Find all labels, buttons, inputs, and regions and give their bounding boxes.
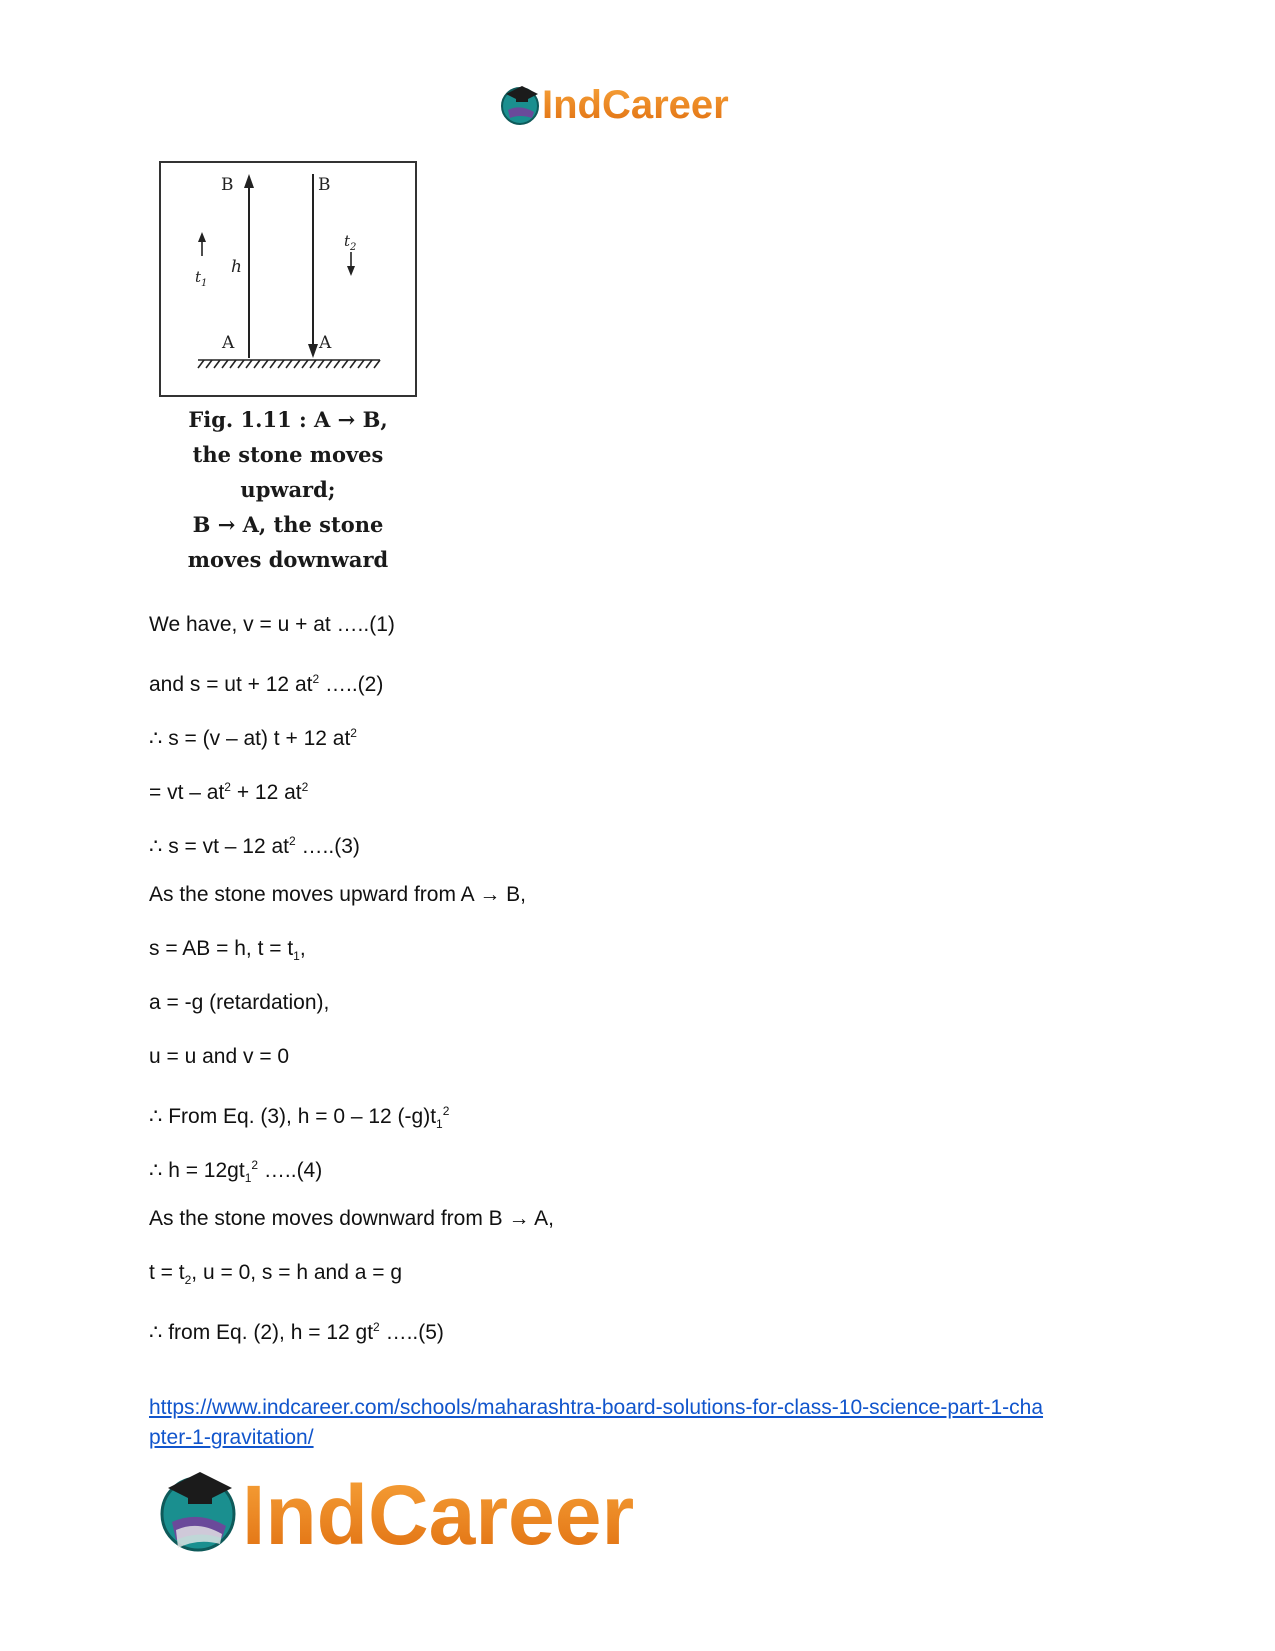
text-line-10: ∴ From Eq. (3), h = 0 – 12 $(-g)t_1^2$ bbox=[149, 1104, 450, 1132]
source-url-link[interactable] bbox=[149, 1393, 1149, 1453]
indcareer-logo-top bbox=[500, 76, 780, 132]
text-line-13: $t = t_2$, u = 0, s = h and a = g bbox=[149, 1261, 403, 1288]
text-line-7: s = AB = h, $t = t_1$, bbox=[149, 937, 306, 964]
text-line-3: ∴ s = (v – at) t + 12 $at^2$ bbox=[149, 726, 357, 750]
text-line-12: As the stone moves downward from B → A, bbox=[149, 1207, 555, 1230]
label-h: h bbox=[231, 257, 242, 277]
globe-icon bbox=[162, 1472, 234, 1550]
text-line-9: u = u and v = 0 bbox=[149, 1045, 290, 1068]
figure-caption bbox=[158, 402, 418, 577]
caption-line: Fig. 1.11 : A → B, bbox=[188, 407, 388, 432]
text-line-8: a = -g (retardation), bbox=[149, 991, 330, 1014]
text-line-4: = vt – $at^2 + 12$ $at^2$ bbox=[149, 780, 309, 804]
label-a-right: A bbox=[319, 333, 332, 353]
caption-line: the stone moves bbox=[192, 442, 384, 467]
text-line-2: and s = ut + 12 $at^2$ …..(2) bbox=[149, 672, 384, 696]
text-line-1: We have, v = u + at …..(1) bbox=[149, 613, 395, 636]
label-b-left: B bbox=[221, 175, 234, 195]
label-t2: $t_2$ bbox=[344, 232, 357, 253]
label-t1: $t_1$ bbox=[195, 268, 208, 289]
text-line-6: As the stone moves upward from A → B, bbox=[149, 883, 527, 906]
label-a-left: A bbox=[222, 333, 235, 353]
caption-line: upward; bbox=[240, 477, 336, 502]
brand-wordmark: IndCareer bbox=[542, 83, 729, 127]
source-url-line-1[interactable]: https://www.indcareer.com/schools/maharashtra-board-solutions-for-class-10-science-part-1-cha bbox=[149, 1396, 1044, 1419]
text-line-14: ∴ from Eq. (2), h = 12 $gt^2$ …..(5) bbox=[149, 1320, 444, 1344]
text-line-11: ∴ $h = 12gt_1^2$ …..(4) bbox=[149, 1158, 323, 1186]
source-url-line-2[interactable]: pter-1-gravitation/ bbox=[149, 1426, 314, 1449]
globe-icon bbox=[502, 86, 538, 124]
caption-line: B → A, the stone bbox=[192, 512, 384, 537]
text-line-5: ∴ s = vt – 12 $at^2$ …..(3) bbox=[149, 834, 360, 858]
label-b-right: B bbox=[318, 175, 331, 195]
figure-diagram bbox=[158, 160, 418, 400]
caption-line: moves downward bbox=[187, 547, 389, 572]
brand-wordmark: IndCareer bbox=[242, 1468, 635, 1562]
indcareer-logo-bottom bbox=[158, 1460, 698, 1564]
